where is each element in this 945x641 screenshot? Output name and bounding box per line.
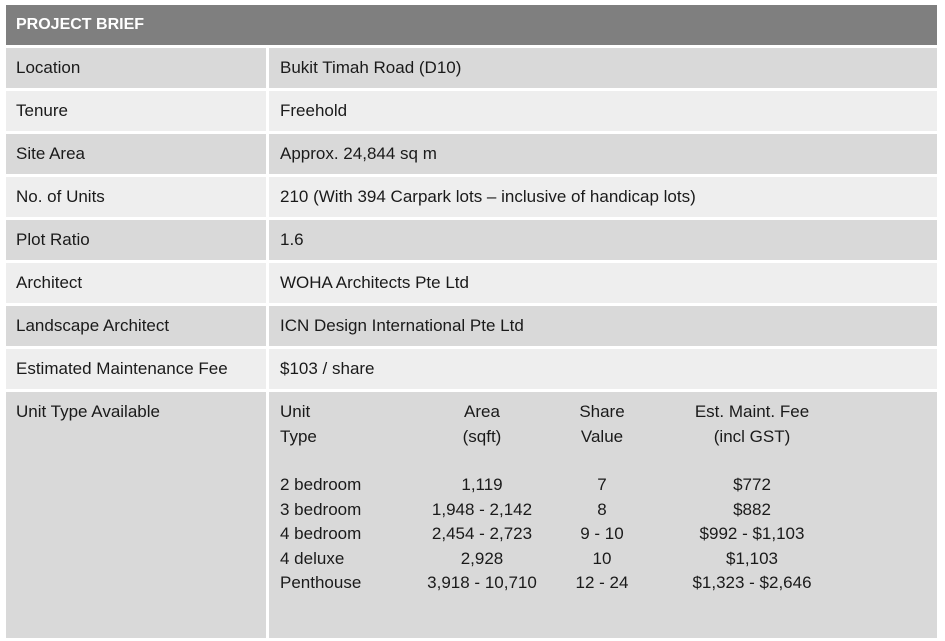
col-share-value xyxy=(542,400,662,449)
unit-type-table xyxy=(269,392,937,638)
fee-cell: $772 xyxy=(733,475,771,494)
area-cell: 3,918 - 10,710 xyxy=(427,573,537,592)
area-cell: 2,928 xyxy=(460,548,504,568)
share-cell: 9 - 10 xyxy=(580,524,624,543)
table-row xyxy=(280,498,937,523)
row-value: Freehold xyxy=(269,91,937,131)
row-value: WOHA Architects Pte Ltd xyxy=(269,263,937,303)
project-brief-table xyxy=(6,5,937,641)
col-heading-line2: (sqft) xyxy=(462,426,502,446)
row-value: 210 (With 394 Carpark lots – inclusive of handicap lots) xyxy=(269,177,937,217)
unit-type-cell: 2 bedroom xyxy=(280,475,362,494)
fee-cell: $1,103 xyxy=(726,548,778,568)
unit-type-cell: 4 bedroom xyxy=(280,524,362,543)
row-no-of-units xyxy=(6,177,937,217)
table-row xyxy=(280,522,937,547)
row-unit-types xyxy=(6,392,937,638)
area-cell: 1,119 xyxy=(461,475,503,494)
row-label: Landscape Architect xyxy=(6,306,266,346)
row-label: Architect xyxy=(6,263,266,303)
table-row xyxy=(280,547,937,572)
unit-type-cell: 4 deluxe xyxy=(280,548,345,568)
row-label: Tenure xyxy=(6,91,266,131)
row-location xyxy=(6,48,937,88)
unit-table-header xyxy=(280,400,937,449)
table-row xyxy=(280,571,937,596)
row-value: 1.6 xyxy=(269,220,937,260)
col-area xyxy=(422,400,542,449)
row-value: Approx. 24,844 sq m xyxy=(269,134,937,174)
share-cell: 10 xyxy=(592,548,612,568)
row-site-area xyxy=(6,134,937,174)
unit-type-cell: Penthouse xyxy=(280,573,362,592)
col-heading-line1: Est. Maint. Fee xyxy=(694,402,810,421)
row-value: ICN Design International Pte Ltd xyxy=(269,306,937,346)
col-heading-line2: Type xyxy=(280,426,317,446)
share-cell: 8 xyxy=(597,499,607,519)
row-architect xyxy=(6,263,937,303)
fee-cell: $1,323 - $2,646 xyxy=(692,573,812,592)
unit-table-body xyxy=(280,473,937,596)
row-label: Estimated Maintenance Fee xyxy=(6,349,266,389)
share-cell: 12 - 24 xyxy=(575,573,629,592)
table-row xyxy=(280,473,937,498)
col-heading-line1: Unit xyxy=(280,402,311,421)
area-cell: 2,454 - 2,723 xyxy=(431,524,533,543)
col-unit-type xyxy=(280,400,422,449)
row-label: Location xyxy=(6,48,266,88)
col-heading-line1: Area xyxy=(464,402,500,421)
row-tenure xyxy=(6,91,937,131)
row-landscape-architect xyxy=(6,306,937,346)
row-value: Bukit Timah Road (D10) xyxy=(269,48,937,88)
row-label: Unit Type Available xyxy=(6,392,266,638)
col-heading-line2: (incl GST) xyxy=(713,426,791,446)
fee-cell: $992 - $1,103 xyxy=(699,524,805,543)
row-label: Site Area xyxy=(6,134,266,174)
row-label: No. of Units xyxy=(6,177,266,217)
row-maintenance-fee xyxy=(6,349,937,389)
row-label: Plot Ratio xyxy=(6,220,266,260)
row-value: $103 / share xyxy=(269,349,937,389)
table-header: PROJECT BRIEF xyxy=(6,5,937,45)
share-cell: 7 xyxy=(597,475,607,494)
col-maint-fee xyxy=(662,400,842,449)
col-heading-line2: Value xyxy=(580,426,624,446)
fee-cell: $882 xyxy=(733,499,771,519)
unit-type-cell: 3 bedroom xyxy=(280,499,362,519)
area-cell: 1,948 - 2,142 xyxy=(431,499,533,519)
col-heading-line1: Share xyxy=(579,402,625,421)
row-plot-ratio xyxy=(6,220,937,260)
